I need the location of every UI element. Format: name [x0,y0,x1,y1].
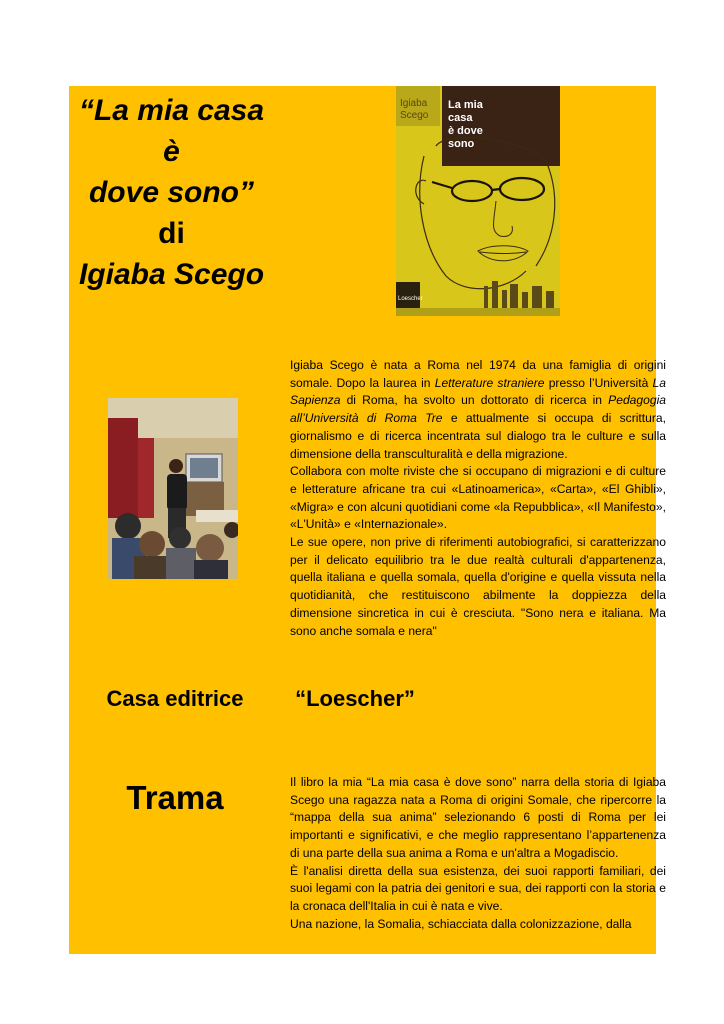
cover-publisher-mark: Loescher [398,296,423,302]
author-photo [108,398,238,579]
plot-paragraph-3: Una nazione, la Somalia, schiacciata dalla colonizzazione, dalla [290,916,632,931]
title-line-3: di [158,217,185,250]
bio-italic-doctorate: Pedagogia all’Università di Roma Tre [290,393,666,426]
title-line-1: “La mia casa è [78,94,265,168]
plot-paragraph-2: È l'analisi diretta della sua esistenza, dei suoi rapporti familiari, dei suoi legami con la patria dei genitori e sua, dei rapporti con la storia e la cronaca dell'Italia in cui è nata e vive. [290,863,666,913]
bio-paragraph-3: Le sue opere, non prive di riferimenti autobiografici, si caratterizzano per il delicato equilibrio tra le due realtà culturali d'appartenenza, quella italiana e quella somala, quella d'origine e quella vissuta nella quotidianità, che restituiscono abilmente la doppiezza della dimensione sincretica in cui è cresciuta. "Sono nera e italiana. Ma sono anche somala e nera" [290,535,666,638]
plot-paragraph-1: Il libro la mia “La mia casa è dove sono” narra della storia di Igiaba Scego una ragazza nata a Roma di origini Somale, che ripercorre la “mappa della sua anima” selezionando 6 posti di Roma per lei importanti e significativi, e che meglio rappresentano l’appartenenza di una parte della sua anima a Roma e un'altra a Mogadiscio. [290,775,666,860]
cover-title-line-3: è dove [448,125,483,137]
plot-heading: Trama [126,779,224,816]
plot-text [290,774,666,954]
document-title [69,90,274,295]
bio-paragraph-2: Collabora con molte riviste che si occupano di migrazioni e di culture e letterature africane tra cui «Latinoamerica», «Carta», «El Ghibli», «Migra» e con alcuni quotidiani come «la Repubblica», «Il Manifesto», «L'Unità» e «Internazionale». [290,464,666,532]
cover-title-line-1: La mia [448,99,483,111]
title-author: Igiaba Scego [78,258,265,291]
cover-title-line-2: casa [448,112,473,124]
cover-title-line-4: sono [448,138,475,150]
bio-text: presso l’Università [544,375,653,390]
author-biography [290,357,666,640]
cover-author-line-1: Igiaba [400,98,428,109]
bio-paragraph-1 [290,357,666,463]
publisher-label: Casa editrice [106,686,244,711]
bio-text: di Roma, ha svolto un dottorato di ricerca in [340,393,609,408]
bio-italic-course: Letterature straniere [434,375,545,390]
bio-italic-university: La Sapienza [290,375,666,408]
publisher-name: “Loescher” [295,686,415,711]
book-cover-image [396,86,560,316]
bio-text: e attualmente si occupa di scrittura, giornalismo e di ricerca incentrata sul dialogo tra le culture e sulla dimensione della transculturalità e della migrazione. [290,411,666,461]
cover-author-line-2: Scego [400,110,429,121]
bio-text: Igiaba Scego è nata a Roma nel 1974 da una famiglia di origini somale. Dopo la laurea in [290,358,666,390]
title-line-2: dove sono” [88,176,254,209]
